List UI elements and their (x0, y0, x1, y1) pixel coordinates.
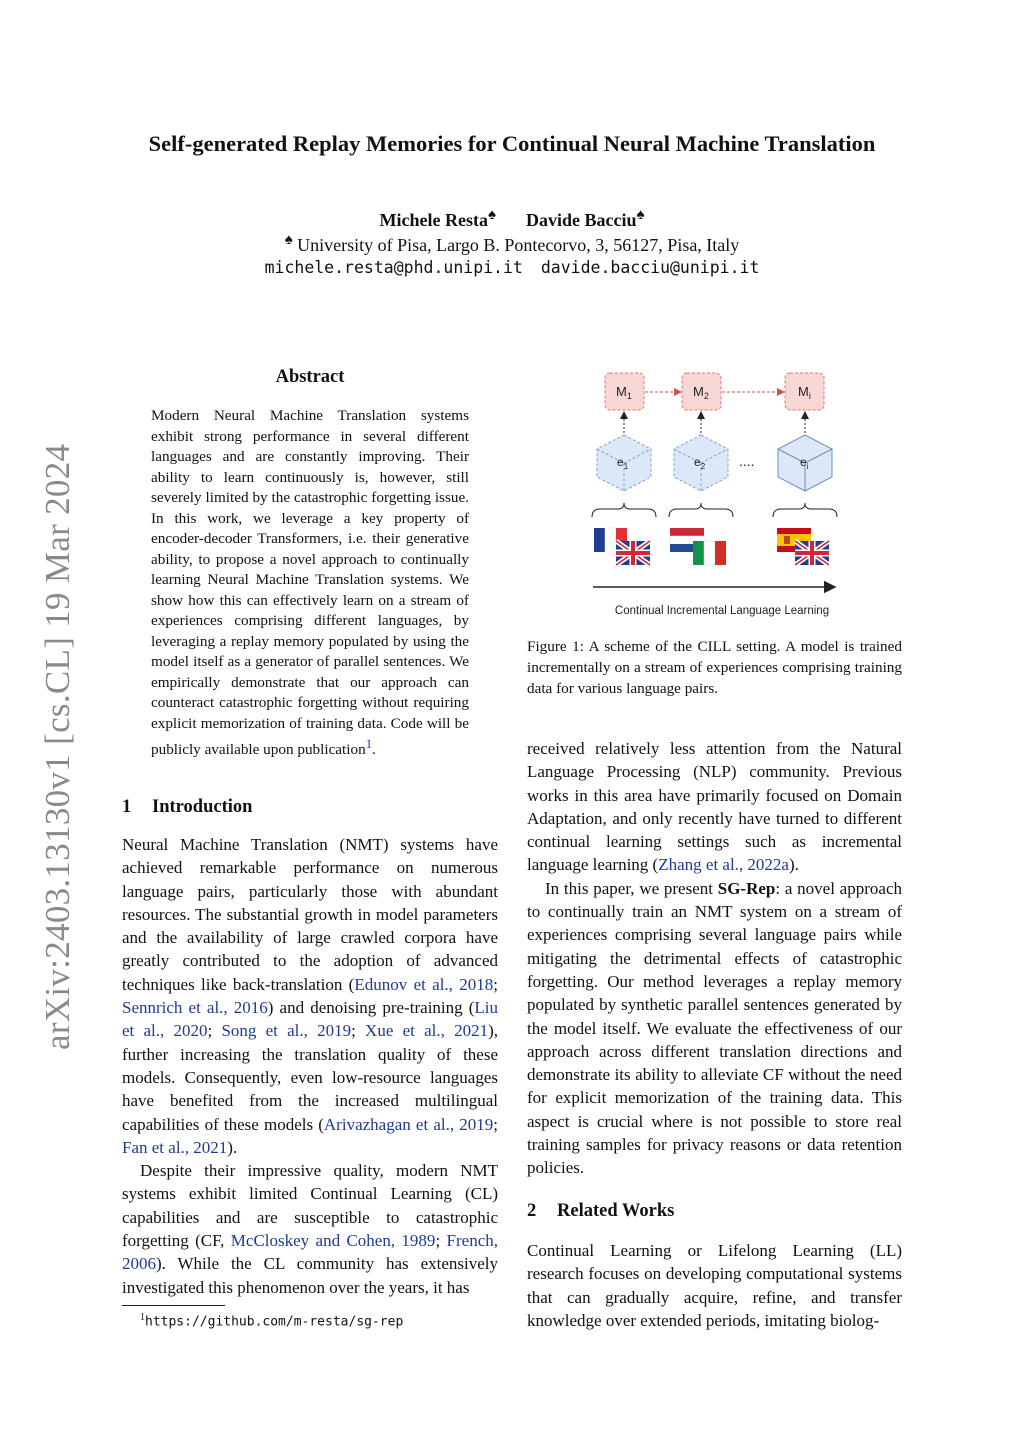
abstract-heading: Abstract (275, 367, 345, 387)
citation-link[interactable]: Edunov et al., 2018 (354, 974, 494, 994)
model-box (785, 373, 824, 410)
author-emails (0, 258, 1024, 277)
citation-link[interactable]: French, 2006 (122, 1231, 498, 1274)
author-name: Michele Resta (379, 210, 489, 230)
paragraph: In this paper, we present SG-Rep: a novel approach to continually train an NMT system on a stream of experiences comprising several language pairs while mitigating the detrimental effects of catastrophic forgetting. Our method leverages a replay memory populated by synthetic parallel sentences generated by the model itself. We evaluate the effectiveness of our approach across different translation directions and demonstrate its ability to alleviate CF without the need for explicit memorization of the training data. This aspect is crucial where is not possible to store real training samples for privacy reasons or data retention policies. (527, 878, 902, 1178)
svg-text:M1: $M_1$ (616, 384, 632, 401)
email: davide.bacciu@unipi.it (540, 258, 760, 277)
timeline-label: Continual Incremental Language Learning (614, 605, 830, 617)
method-name: SG-Rep (717, 878, 776, 898)
paragraph: received relatively less attention from the Natural Language Processing (NLP) community. Previous works in this area have primarily focused on Domain Adaptation, and only recently have turned to different continual learning settings such as incremental language learning (Zhang et al., 2022a). (527, 739, 902, 875)
embedding-cube (597, 435, 651, 491)
section-number: 1 (122, 797, 132, 817)
affiliation-mark: ♠ (488, 207, 496, 223)
italian-flag-icon (693, 541, 726, 565)
section-title: Related Works (557, 1201, 675, 1221)
section-title: Introduction (152, 797, 253, 817)
figure-cill-scheme (585, 365, 860, 620)
affiliation-mark: ♠ (284, 232, 293, 248)
citation-link[interactable]: Fan et al., 2021 (122, 1137, 228, 1157)
right-column-text (527, 737, 902, 1180)
citation-link[interactable]: Xue et al., 2021 (365, 1021, 489, 1041)
model-box (682, 373, 721, 410)
arxiv-identifier: arXiv:2403.13130v1 [cs.CL] 19 Mar 2024 (38, 443, 77, 1050)
related-works-text: Continual Learning or Lifelong Learning (LL) research focuses on developing computational systems that can gradually acquire, refine, and transfer knowledge over extended periods, imitating biolog- (527, 1241, 902, 1330)
figure-caption: Figure 1: A scheme of the CILL setting. A model is trained incrementally on a stream of experiences comprising training data for various language pairs. (527, 638, 902, 697)
citation-link[interactable]: Sennrich et al., 2016 (122, 998, 268, 1018)
paragraph: Despite their impressive quality, modern NMT systems exhibit limited Continual Learning (CL) capabilities and are susceptible to catastrophic forgetting (CF, McCloskey and Cohen, 1989; French, 2006). While the CL community has extensively investigated this phenomenon over the years, it has (122, 1161, 498, 1297)
uk-flag-icon (795, 541, 829, 565)
affiliation-mark: ♠ (636, 207, 645, 223)
svg-text:Mi: $M_i$ (798, 384, 811, 401)
footnote-ref[interactable]: 1 (365, 737, 373, 751)
model-box (605, 373, 644, 410)
brace (669, 503, 733, 517)
abstract-end: . (372, 741, 376, 759)
citation-link[interactable]: Song et al., 2019 (221, 1021, 352, 1041)
citation-link[interactable]: Zhang et al., 2022a (658, 855, 789, 875)
svg-text:M2: $M_2$ (693, 384, 709, 401)
introduction-text (122, 833, 498, 1299)
uk-flag-icon (616, 541, 650, 565)
abstract-text (151, 406, 469, 761)
footnote-rule (122, 1305, 225, 1306)
affiliation-text: University of Pisa, Largo B. Pontecorvo, 3, 56127, Pisa, Italy (297, 235, 740, 255)
svg-text:e2: $e_2$ (694, 455, 706, 471)
svg-text:e1: $e_1$ (617, 455, 629, 471)
embedding-cube (778, 435, 832, 491)
footnote (140, 1312, 403, 1329)
author-list (0, 207, 1024, 231)
footnote-url[interactable]: https://github.com/m-resta/sg-rep (145, 1314, 404, 1330)
footnote-mark: 1 (140, 1312, 145, 1323)
paper-title: Self-generated Replay Memories for Continual Neural Machine Translation (148, 131, 876, 156)
svg-text:ei: $e_i$ (800, 455, 809, 471)
abstract-body: Modern Neural Machine Translation systems exhibit strong performance in several different languages and are constantly improving. Their ability to learn continuously is, however, still severely limited by the catastrophic forgetting issue. In this work, we leverage a key property of encoder-decoder Transformers, i.e. their generative ability, to propose a novel approach to continually learning Neural Machine Translation systems. We show how this can effectively learn on a stream of experiences comprising different languages, by leveraging a replay memory populated by using the model itself as a generator of parallel sentences. We empirically demonstrate that our approach can counteract catastrophic forgetting without requiring explicit memorization of training data. Code will be publicly available upon publication (151, 407, 469, 759)
paragraph: Neural Machine Translation (NMT) systems have achieved remarkable performance on numerous language pairs, particularly those with abundant resources. The substantial growth in model parameters and the availability of large crawled corpora have greatly contributed to the adoption of advanced techniques like back-translation (Edunov et al., 2018; Sennrich et al., 2016) and denoising pre-training (Liu et al., 2020; Song et al., 2019; Xue et al., 2021), further increasing the translation quality of these models. Consequently, even low-resource languages have benefited from the increased multilingual capabilities of these models (Arivazhagan et al., 2019; Fan et al., 2021). (122, 835, 499, 1157)
section-heading-introduction (122, 797, 252, 818)
citation-link[interactable]: Liu et al., 2020 (122, 998, 499, 1041)
ellipsis: .... (739, 453, 755, 469)
section-number: 2 (527, 1201, 537, 1221)
citation-link[interactable]: Arivazhagan et al., 2019 (323, 1114, 494, 1134)
affiliation (0, 232, 1024, 256)
brace (592, 503, 656, 517)
section-heading-related-works (527, 1201, 674, 1222)
brace (773, 503, 837, 517)
citation-link[interactable]: McCloskey and Cohen, 1989 (230, 1231, 436, 1251)
author-name: Davide Bacciu (525, 210, 637, 230)
embedding-cube (674, 435, 728, 491)
email: michele.resta@phd.unipi.it (264, 258, 523, 277)
